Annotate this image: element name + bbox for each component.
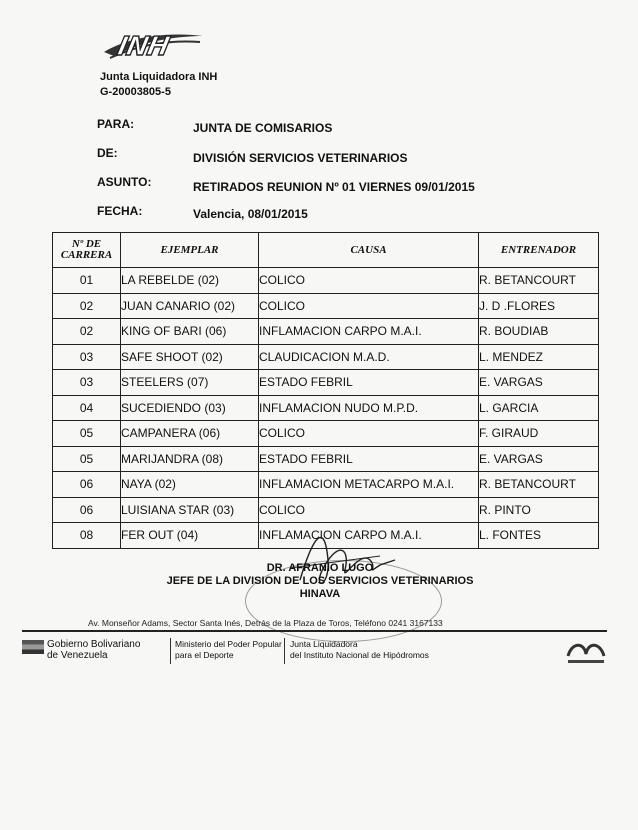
footer bbox=[22, 638, 612, 672]
table-row bbox=[53, 497, 599, 523]
cell-entrenador: L. MENDEZ bbox=[479, 344, 599, 370]
fecha-label: FECHA: bbox=[97, 204, 143, 218]
ministerio-text bbox=[175, 639, 282, 661]
retirados-table bbox=[52, 232, 599, 549]
cell-entrenador: R. BETANCOURT bbox=[479, 472, 599, 498]
cell-causa: INFLAMACION NUDO M.P.D. bbox=[259, 395, 479, 421]
asunto-value: RETIRADOS REUNION Nº 01 VIERNES 09/01/2015 bbox=[193, 180, 475, 194]
table-row bbox=[53, 293, 599, 319]
min-line2: para el Deporte bbox=[175, 650, 234, 660]
footer-separator bbox=[170, 638, 171, 664]
gobierno-text bbox=[47, 639, 140, 661]
de-value: DIVISIÓN SERVICIOS VETERINARIOS bbox=[193, 151, 408, 165]
cell-causa: COLICO bbox=[259, 421, 479, 447]
cell-causa: INFLAMACION CARPO M.A.I. bbox=[259, 319, 479, 345]
cell-entrenador: R. BOUDIAB bbox=[479, 319, 599, 345]
cell-carrera: 08 bbox=[53, 523, 121, 549]
cell-entrenador: R. PINTO bbox=[479, 497, 599, 523]
cell-causa: INFLAMACION CARPO M.A.I. bbox=[259, 523, 479, 549]
cell-carrera: 02 bbox=[53, 319, 121, 345]
header-entrenador: ENTRENADOR bbox=[479, 233, 599, 268]
cell-ejemplar: NAYA (02) bbox=[121, 472, 259, 498]
org-name: Junta Liquidadora INH bbox=[100, 71, 218, 83]
table-row bbox=[53, 319, 599, 345]
cell-ejemplar: LUISIANA STAR (03) bbox=[121, 497, 259, 523]
table-row bbox=[53, 421, 599, 447]
inh-logo bbox=[100, 30, 205, 62]
cell-ejemplar: MARIJANDRA (08) bbox=[121, 446, 259, 472]
cell-ejemplar: FER OUT (04) bbox=[121, 523, 259, 549]
table-row bbox=[53, 344, 599, 370]
cell-carrera: 03 bbox=[53, 344, 121, 370]
cell-carrera: 06 bbox=[53, 472, 121, 498]
cell-ejemplar: CAMPANERA (06) bbox=[121, 421, 259, 447]
para-value: JUNTA DE COMISARIOS bbox=[193, 121, 333, 135]
table-row bbox=[53, 395, 599, 421]
table-header-row bbox=[53, 233, 599, 268]
header-carrera: Nº DE CARRERA bbox=[53, 233, 121, 268]
signature-block bbox=[150, 562, 490, 601]
cell-carrera: 05 bbox=[53, 421, 121, 447]
cell-entrenador: E. VARGAS bbox=[479, 370, 599, 396]
header-causa: CAUSA bbox=[259, 233, 479, 268]
cell-entrenador: F. GIRAUD bbox=[479, 421, 599, 447]
signer-name: DR. AFRANIO LUGO bbox=[266, 562, 374, 574]
address-line: Av. Monseñor Adams, Sector Santa Inés, Detrás de la Plaza de Toros, Teléfono 0241 3167133 bbox=[88, 618, 443, 628]
cell-ejemplar: KING OF BARI (06) bbox=[121, 319, 259, 345]
signer-title: JEFE DE LA DIVISION DE LOS SERVICIOS VETERINARIOS bbox=[166, 575, 474, 587]
cell-carrera: 01 bbox=[53, 268, 121, 294]
ins-line2: del Instituto Nacional de Hipódromos bbox=[290, 650, 429, 660]
cell-entrenador: J. D .FLORES bbox=[479, 293, 599, 319]
cell-causa: COLICO bbox=[259, 293, 479, 319]
instituto-text bbox=[290, 639, 429, 661]
emblem-icon bbox=[562, 638, 610, 668]
gob-line1: Gobierno Bolivariano bbox=[47, 639, 141, 650]
cell-carrera: 04 bbox=[53, 395, 121, 421]
logo-text: INH bbox=[114, 32, 172, 62]
org-id: G-20003805-5 bbox=[100, 86, 171, 98]
cell-causa: ESTADO FEBRIL bbox=[259, 370, 479, 396]
cell-entrenador: E. VARGAS bbox=[479, 446, 599, 472]
cell-carrera: 05 bbox=[53, 446, 121, 472]
cell-carrera: 02 bbox=[53, 293, 121, 319]
table-row bbox=[53, 370, 599, 396]
de-label: DE: bbox=[97, 146, 118, 160]
cell-causa: INFLAMACION METACARPO M.A.I. bbox=[259, 472, 479, 498]
cell-causa: ESTADO FEBRIL bbox=[259, 446, 479, 472]
cell-carrera: 06 bbox=[53, 497, 121, 523]
asunto-label: ASUNTO: bbox=[97, 175, 152, 189]
gob-line2: de Venezuela bbox=[47, 650, 108, 661]
cell-causa: COLICO bbox=[259, 497, 479, 523]
ins-line1: Junta Liquidadora bbox=[290, 639, 358, 649]
para-label: PARA: bbox=[97, 117, 135, 131]
cell-ejemplar: SAFE SHOOT (02) bbox=[121, 344, 259, 370]
cell-carrera: 03 bbox=[53, 370, 121, 396]
cell-ejemplar: STEELERS (07) bbox=[121, 370, 259, 396]
cell-ejemplar: LA REBELDE (02) bbox=[121, 268, 259, 294]
signer-org: HINAVA bbox=[299, 588, 341, 600]
table-row bbox=[53, 446, 599, 472]
min-line1: Ministerio del Poder Popular bbox=[175, 639, 282, 649]
table-row bbox=[53, 472, 599, 498]
venezuela-flag-icon bbox=[22, 640, 44, 654]
table-row bbox=[53, 268, 599, 294]
cell-entrenador: R. BETANCOURT bbox=[479, 268, 599, 294]
cell-entrenador: L. GARCIA bbox=[479, 395, 599, 421]
header-ejemplar: EJEMPLAR bbox=[121, 233, 259, 268]
cell-causa: CLAUDICACION M.A.D. bbox=[259, 344, 479, 370]
cell-causa: COLICO bbox=[259, 268, 479, 294]
cell-entrenador: L. FONTES bbox=[479, 523, 599, 549]
fecha-value: Valencia, 08/01/2015 bbox=[193, 207, 308, 221]
cell-ejemplar: JUAN CANARIO (02) bbox=[121, 293, 259, 319]
org-block bbox=[100, 70, 217, 100]
footer-divider bbox=[22, 630, 607, 632]
cell-ejemplar: SUCEDIENDO (03) bbox=[121, 395, 259, 421]
footer-separator bbox=[284, 638, 285, 664]
